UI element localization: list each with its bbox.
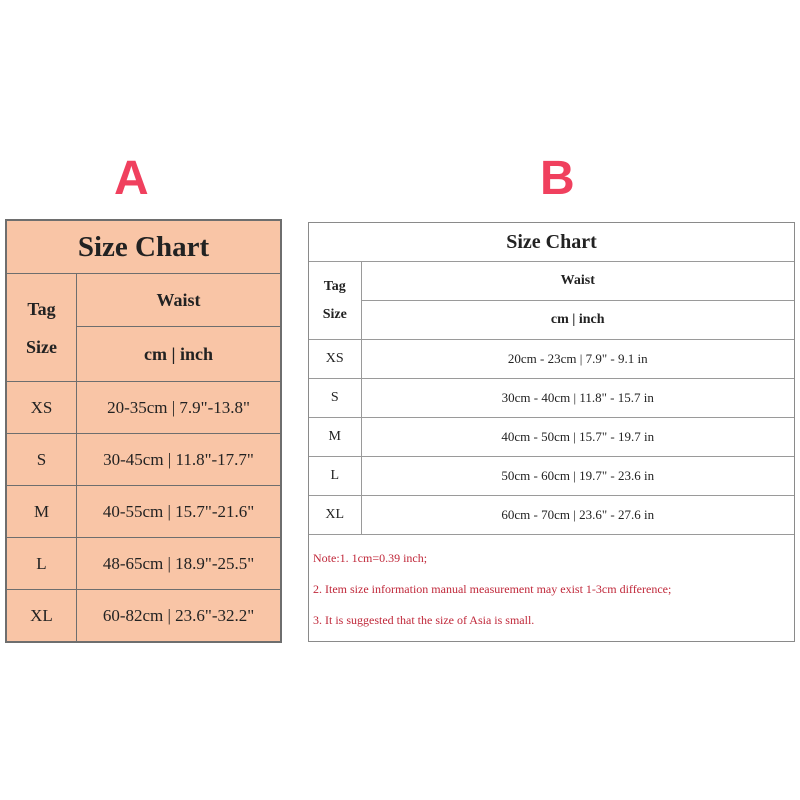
size-cell: XL	[309, 496, 361, 535]
table-row	[7, 382, 281, 434]
value-cell: 20-35cm | 7.9"-13.8"	[77, 382, 281, 434]
note-line: 3. It is suggested that the size of Asia is small.	[313, 613, 535, 627]
table-row	[7, 538, 281, 590]
size-chart-b	[308, 222, 795, 642]
size-cell: XL	[7, 590, 77, 642]
value-cell: 40cm - 50cm | 15.7" - 19.7 in	[361, 418, 794, 457]
chart-b-notes	[313, 543, 671, 636]
value-cell: 60-82cm | 23.6"-32.2"	[77, 590, 281, 642]
value-cell: 30-45cm | 11.8"-17.7"	[77, 434, 281, 486]
size-cell: S	[7, 434, 77, 486]
option-b-label: B	[540, 152, 575, 205]
table-row	[7, 434, 281, 486]
table-row	[309, 457, 794, 496]
table-row	[309, 379, 794, 418]
size-chart-a	[5, 219, 282, 643]
value-cell: 20cm - 23cm | 7.9" - 9.1 in	[361, 340, 794, 379]
chart-b-size-label: Size	[322, 306, 347, 322]
size-cell: L	[7, 538, 77, 590]
value-cell: 50cm - 60cm | 19.7" - 23.6 in	[361, 457, 794, 496]
size-cell: XS	[7, 382, 77, 434]
chart-a-title: Size Chart	[7, 221, 281, 274]
size-cell: M	[7, 486, 77, 538]
chart-b-title: Size Chart	[309, 223, 794, 262]
chart-b-unit-header: cm | inch	[361, 301, 794, 340]
size-cell: S	[309, 379, 361, 418]
value-cell: 30cm - 40cm | 11.8" - 15.7 in	[361, 379, 794, 418]
chart-a-unit-header: cm | inch	[77, 327, 281, 382]
table-row	[309, 496, 794, 535]
chart-b-tag-size-header	[309, 262, 361, 340]
note-line: 2. Item size information manual measurement may exist 1-3cm difference;	[313, 582, 672, 596]
chart-b-waist-header: Waist	[361, 262, 794, 301]
chart-b-tag-label: Tag	[323, 278, 346, 294]
size-cell: XS	[309, 340, 361, 379]
option-a-label: A	[114, 152, 149, 205]
value-cell: 60cm - 70cm | 23.6" - 27.6 in	[361, 496, 794, 535]
chart-a-size-label: Size	[26, 336, 57, 357]
value-cell: 48-65cm | 18.9"-25.5"	[77, 538, 281, 590]
size-cell: L	[309, 457, 361, 496]
note-line: Note:1. 1cm=0.39 inch;	[313, 551, 428, 565]
table-row	[7, 486, 281, 538]
chart-a-waist-header: Waist	[77, 274, 281, 327]
value-cell: 40-55cm | 15.7"-21.6"	[77, 486, 281, 538]
chart-a-tag-label: Tag	[27, 298, 56, 319]
size-cell: M	[309, 418, 361, 457]
table-row	[309, 340, 794, 379]
table-row	[7, 590, 281, 642]
chart-a-tag-size-header	[7, 274, 77, 382]
table-row	[309, 418, 794, 457]
